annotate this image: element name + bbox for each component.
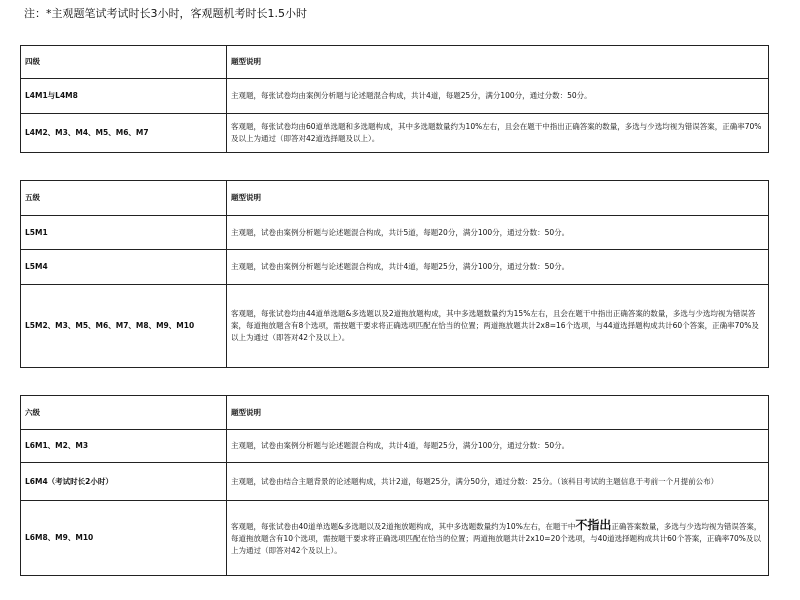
module-name-cell bbox=[21, 250, 227, 285]
module-name-cell bbox=[21, 501, 227, 576]
table-row bbox=[21, 216, 769, 250]
module-name-cell bbox=[21, 463, 227, 501]
module-description: 客观题，每张试卷均由44道单选题&多选题以及2道拖放题构成，其中多选题数量约为15%左右，且会在题干中指出正确答案的数量，多选与少选均视为错误答案，每道拖放题含有8个选项，需按题干要求将正确选项匹配在恰当的位置；两道拖放题共计2x8=16个选项，与44道选择题构成共计60个答案，正确率70%及以上为通过（即答对42个及以上）。 bbox=[231, 309, 759, 342]
table-row bbox=[21, 501, 769, 576]
module-name: L4M1与L4M8 bbox=[25, 91, 78, 100]
module-name-cell bbox=[21, 430, 227, 463]
module-description: 主观题，试卷由案例分析题与论述题混合构成，共计4道，每题25分，满分100分，通过分数：50分。 bbox=[231, 441, 570, 450]
table-row bbox=[21, 250, 769, 285]
description-cell bbox=[227, 501, 769, 576]
table-row bbox=[21, 79, 769, 114]
level-header: 六级 bbox=[21, 396, 227, 430]
module-name-cell bbox=[21, 216, 227, 250]
description-cell bbox=[227, 250, 769, 285]
description-text-after: 正确答案数量，多选与少选均视为错误答案，每道拖放题含有10个选项，需按题干要求将正确选项匹配在恰当的位置；两道拖放题共计2x10=20个选项，与40道选择题构成共计60个答案，正确率70%及以上为通过（即答对42个及以上）。 bbox=[231, 522, 762, 555]
module-name: L5M2、M3、M5、M6、M7、M8、M9、M10 bbox=[25, 321, 195, 330]
module-name: L6M4（考试时长2小时） bbox=[25, 476, 113, 486]
description-cell bbox=[227, 216, 769, 250]
table-row bbox=[21, 285, 769, 368]
emphasis-not-indicated: 不指出 bbox=[575, 518, 612, 532]
level-header: 五级 bbox=[21, 181, 227, 216]
module-description: 主观题，试卷由案例分析题与论述题混合构成，共计5道，每题20分，满分100分，通过分数：50分。 bbox=[231, 227, 570, 237]
description-cell bbox=[227, 430, 769, 463]
module-name-cell bbox=[21, 114, 227, 153]
module-description: 主观题，试卷由案例分析题与论述题混合构成，共计4道，每题25分，满分100分，通过分数：50分。 bbox=[231, 262, 570, 271]
table-header-row bbox=[21, 181, 769, 216]
exam-duration-note: 注：*主观题笔试考试时长3小时，客观题机考时长1.5小时 bbox=[24, 7, 307, 20]
description-header: 题型说明 bbox=[227, 46, 769, 79]
description-header: 题型说明 bbox=[227, 181, 769, 216]
description-text-before: 客观题，每张试卷由40道单选题&多选题以及2道拖放题构成，其中多选题数量约为10%左右，在题干中 bbox=[231, 522, 576, 531]
level-6-table bbox=[20, 395, 769, 576]
module-name: L6M8、M9、M10 bbox=[25, 533, 94, 542]
module-description: 主观题，试卷由结合主题背景的论述题构成，共计2道，每题25分，满分50分，通过分数：25分。（该科目考试的主题信息于考前一个月提前公布） bbox=[231, 476, 719, 486]
module-description: 客观题，每张试卷均由60道单选题和多选题构成，其中多选题数量约为10%左右，且会在题干中指出正确答案的数量，多选与少选均视为错误答案，正确率70%及以上为通过（即答对42道选择题及以上）。 bbox=[231, 122, 762, 143]
module-description: 主观题，每张试卷均由案例分析题与论述题混合构成，共计4道，每题25分，满分100分，通过分数：50分。 bbox=[231, 91, 592, 100]
module-name: L5M4 bbox=[25, 262, 48, 271]
level-header: 四级 bbox=[21, 46, 227, 79]
module-name: L4M2、M3、M4、M5、M6、M7 bbox=[25, 128, 149, 137]
description-cell bbox=[227, 285, 769, 368]
description-cell bbox=[227, 114, 769, 153]
table-header-row bbox=[21, 396, 769, 430]
table-row bbox=[21, 114, 769, 153]
module-description bbox=[231, 519, 764, 557]
table-row bbox=[21, 430, 769, 463]
description-header: 题型说明 bbox=[227, 396, 769, 430]
module-name: L6M1、M2、M3 bbox=[25, 441, 89, 450]
module-name-cell bbox=[21, 79, 227, 114]
level-4-table bbox=[20, 45, 769, 153]
module-name: L5M1 bbox=[25, 227, 48, 237]
description-cell bbox=[227, 463, 769, 501]
table-header-row bbox=[21, 46, 769, 79]
table-row bbox=[21, 463, 769, 501]
description-cell bbox=[227, 79, 769, 114]
level-5-table bbox=[20, 180, 769, 368]
module-name-cell bbox=[21, 285, 227, 368]
